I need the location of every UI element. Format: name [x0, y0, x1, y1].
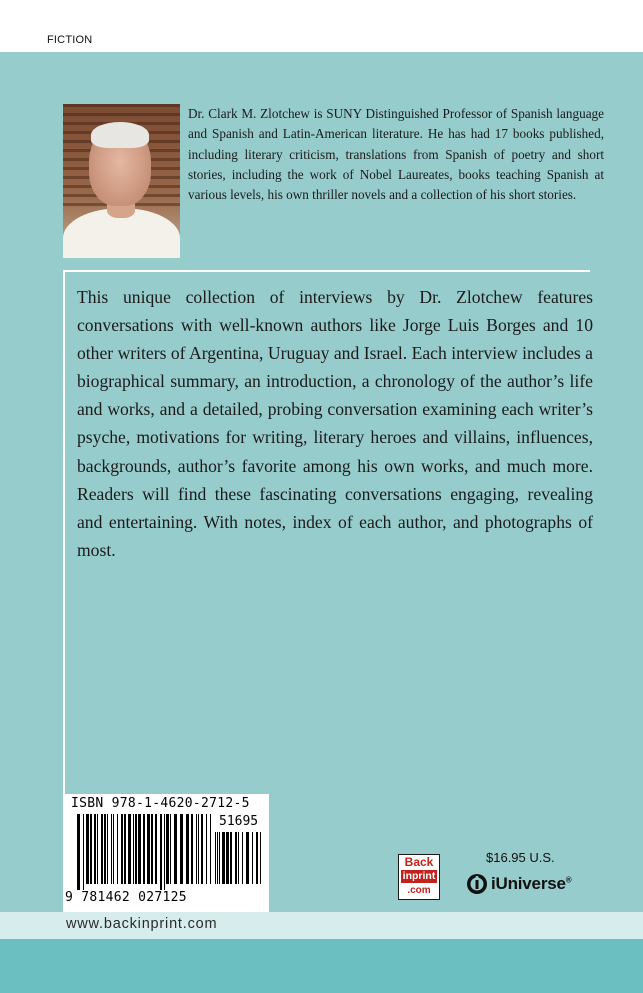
barcode-bar	[226, 832, 229, 884]
barcode-bar	[235, 832, 237, 884]
barcode-bar	[191, 814, 193, 884]
isbn-number: ISBN 978-1-4620-2712-5	[71, 796, 250, 811]
website-url: www.backinprint.com	[66, 916, 218, 932]
barcode-bar	[217, 832, 218, 884]
backinprint-logo-line1: Back	[404, 855, 434, 869]
iuniverse-swirl-icon	[466, 873, 488, 895]
frame-line-left	[63, 270, 65, 794]
barcode-bar	[128, 814, 131, 884]
photo-hair	[91, 122, 149, 148]
barcode-bar	[174, 814, 177, 884]
price-code: 51695	[219, 814, 259, 829]
ean-digits: 9 781462 027125	[65, 890, 187, 905]
barcode-bar	[164, 814, 165, 890]
barcode-bar	[111, 814, 112, 884]
barcode-bar	[170, 814, 171, 884]
barcode-bar	[135, 814, 137, 884]
author-bio: Dr. Clark M. Zlotchew is SUNY Distinguished Professor of Spanish language and Spanish and Latin-American literature. He has had 17 books published, including literary criticism, translations from Spanish of poetry and short stories, including the work of Nobel Laureates, books teaching Spanish at various levels, his own thriller novels and a collection of his short stories.	[188, 106, 604, 203]
barcode-bar	[155, 814, 157, 884]
barcode-bar	[151, 814, 153, 884]
barcode-bar	[166, 814, 169, 884]
backinprint-logo-line2: inprint	[402, 870, 436, 882]
addon-bars	[215, 832, 263, 890]
bottom-band	[0, 939, 643, 993]
barcode-bar	[230, 832, 232, 884]
barcode-bar	[201, 814, 203, 884]
barcode-bar	[160, 814, 162, 890]
barcode-bar	[138, 814, 141, 884]
iuniverse-logo	[466, 872, 571, 896]
publisher-name-text: iUniverse	[491, 874, 566, 893]
backinprint-logo	[398, 854, 440, 900]
barcode-bar	[77, 814, 80, 890]
barcode-bar	[124, 814, 126, 884]
barcode-bar	[215, 832, 216, 884]
barcode-bar	[206, 814, 207, 884]
barcode-bar	[252, 832, 253, 884]
barcode-bar	[133, 814, 134, 884]
barcode-bar	[104, 814, 106, 884]
price: $16.95 U.S.	[486, 850, 555, 865]
genre-label: FICTION	[47, 34, 93, 46]
barcode-bar	[121, 814, 123, 884]
barcode-bar	[222, 832, 225, 884]
book-description: This unique collection of interviews by Dr. Zlotchew features conversations with well-known authors like Jorge Luis Borges and 10 other writers of Argentina, Uruguay and Israel. Each interview includes a biographical summary, an introduction, a chronology of the author’s life and works, and a detailed, probing conversation examining each writer’s psyche, motivations for writing, literary heroes and villains, influences, backgrounds, author’s favorite among his own works, and much more. Readers will find these fascinating conversations engaging, revealing and entertaining. With notes, index of each author, and photographs of most.	[77, 287, 593, 560]
backinprint-logo-line3: .com	[407, 885, 431, 896]
barcode-bar	[196, 814, 197, 884]
barcode-bar	[117, 814, 118, 884]
barcode-bar	[238, 832, 239, 884]
barcode-bar	[83, 814, 84, 890]
barcode-bar	[143, 814, 145, 884]
barcode-bar	[147, 814, 150, 884]
barcode-bar	[186, 814, 189, 884]
barcode-bar	[94, 814, 96, 884]
publisher-name	[491, 874, 571, 894]
author-photo	[63, 104, 180, 258]
barcode-bar	[113, 814, 114, 884]
barcode-bar	[198, 814, 199, 884]
isbn-barcode	[63, 794, 269, 912]
barcode-bar	[86, 814, 89, 884]
barcode-bar	[260, 832, 261, 884]
barcode-bar	[210, 814, 211, 884]
barcode-bar	[256, 832, 258, 884]
barcode-bar	[242, 832, 243, 884]
barcode-bar	[101, 814, 103, 884]
barcode-bar	[107, 814, 108, 884]
barcode-bar	[180, 814, 183, 884]
barcode-bar	[246, 832, 249, 884]
barcode-bar	[90, 814, 92, 884]
barcode-bar	[97, 814, 98, 884]
barcode-bar	[219, 832, 220, 884]
frame-line-top	[63, 270, 590, 272]
registered-mark: ®	[565, 875, 572, 885]
ean-bars	[77, 814, 211, 890]
